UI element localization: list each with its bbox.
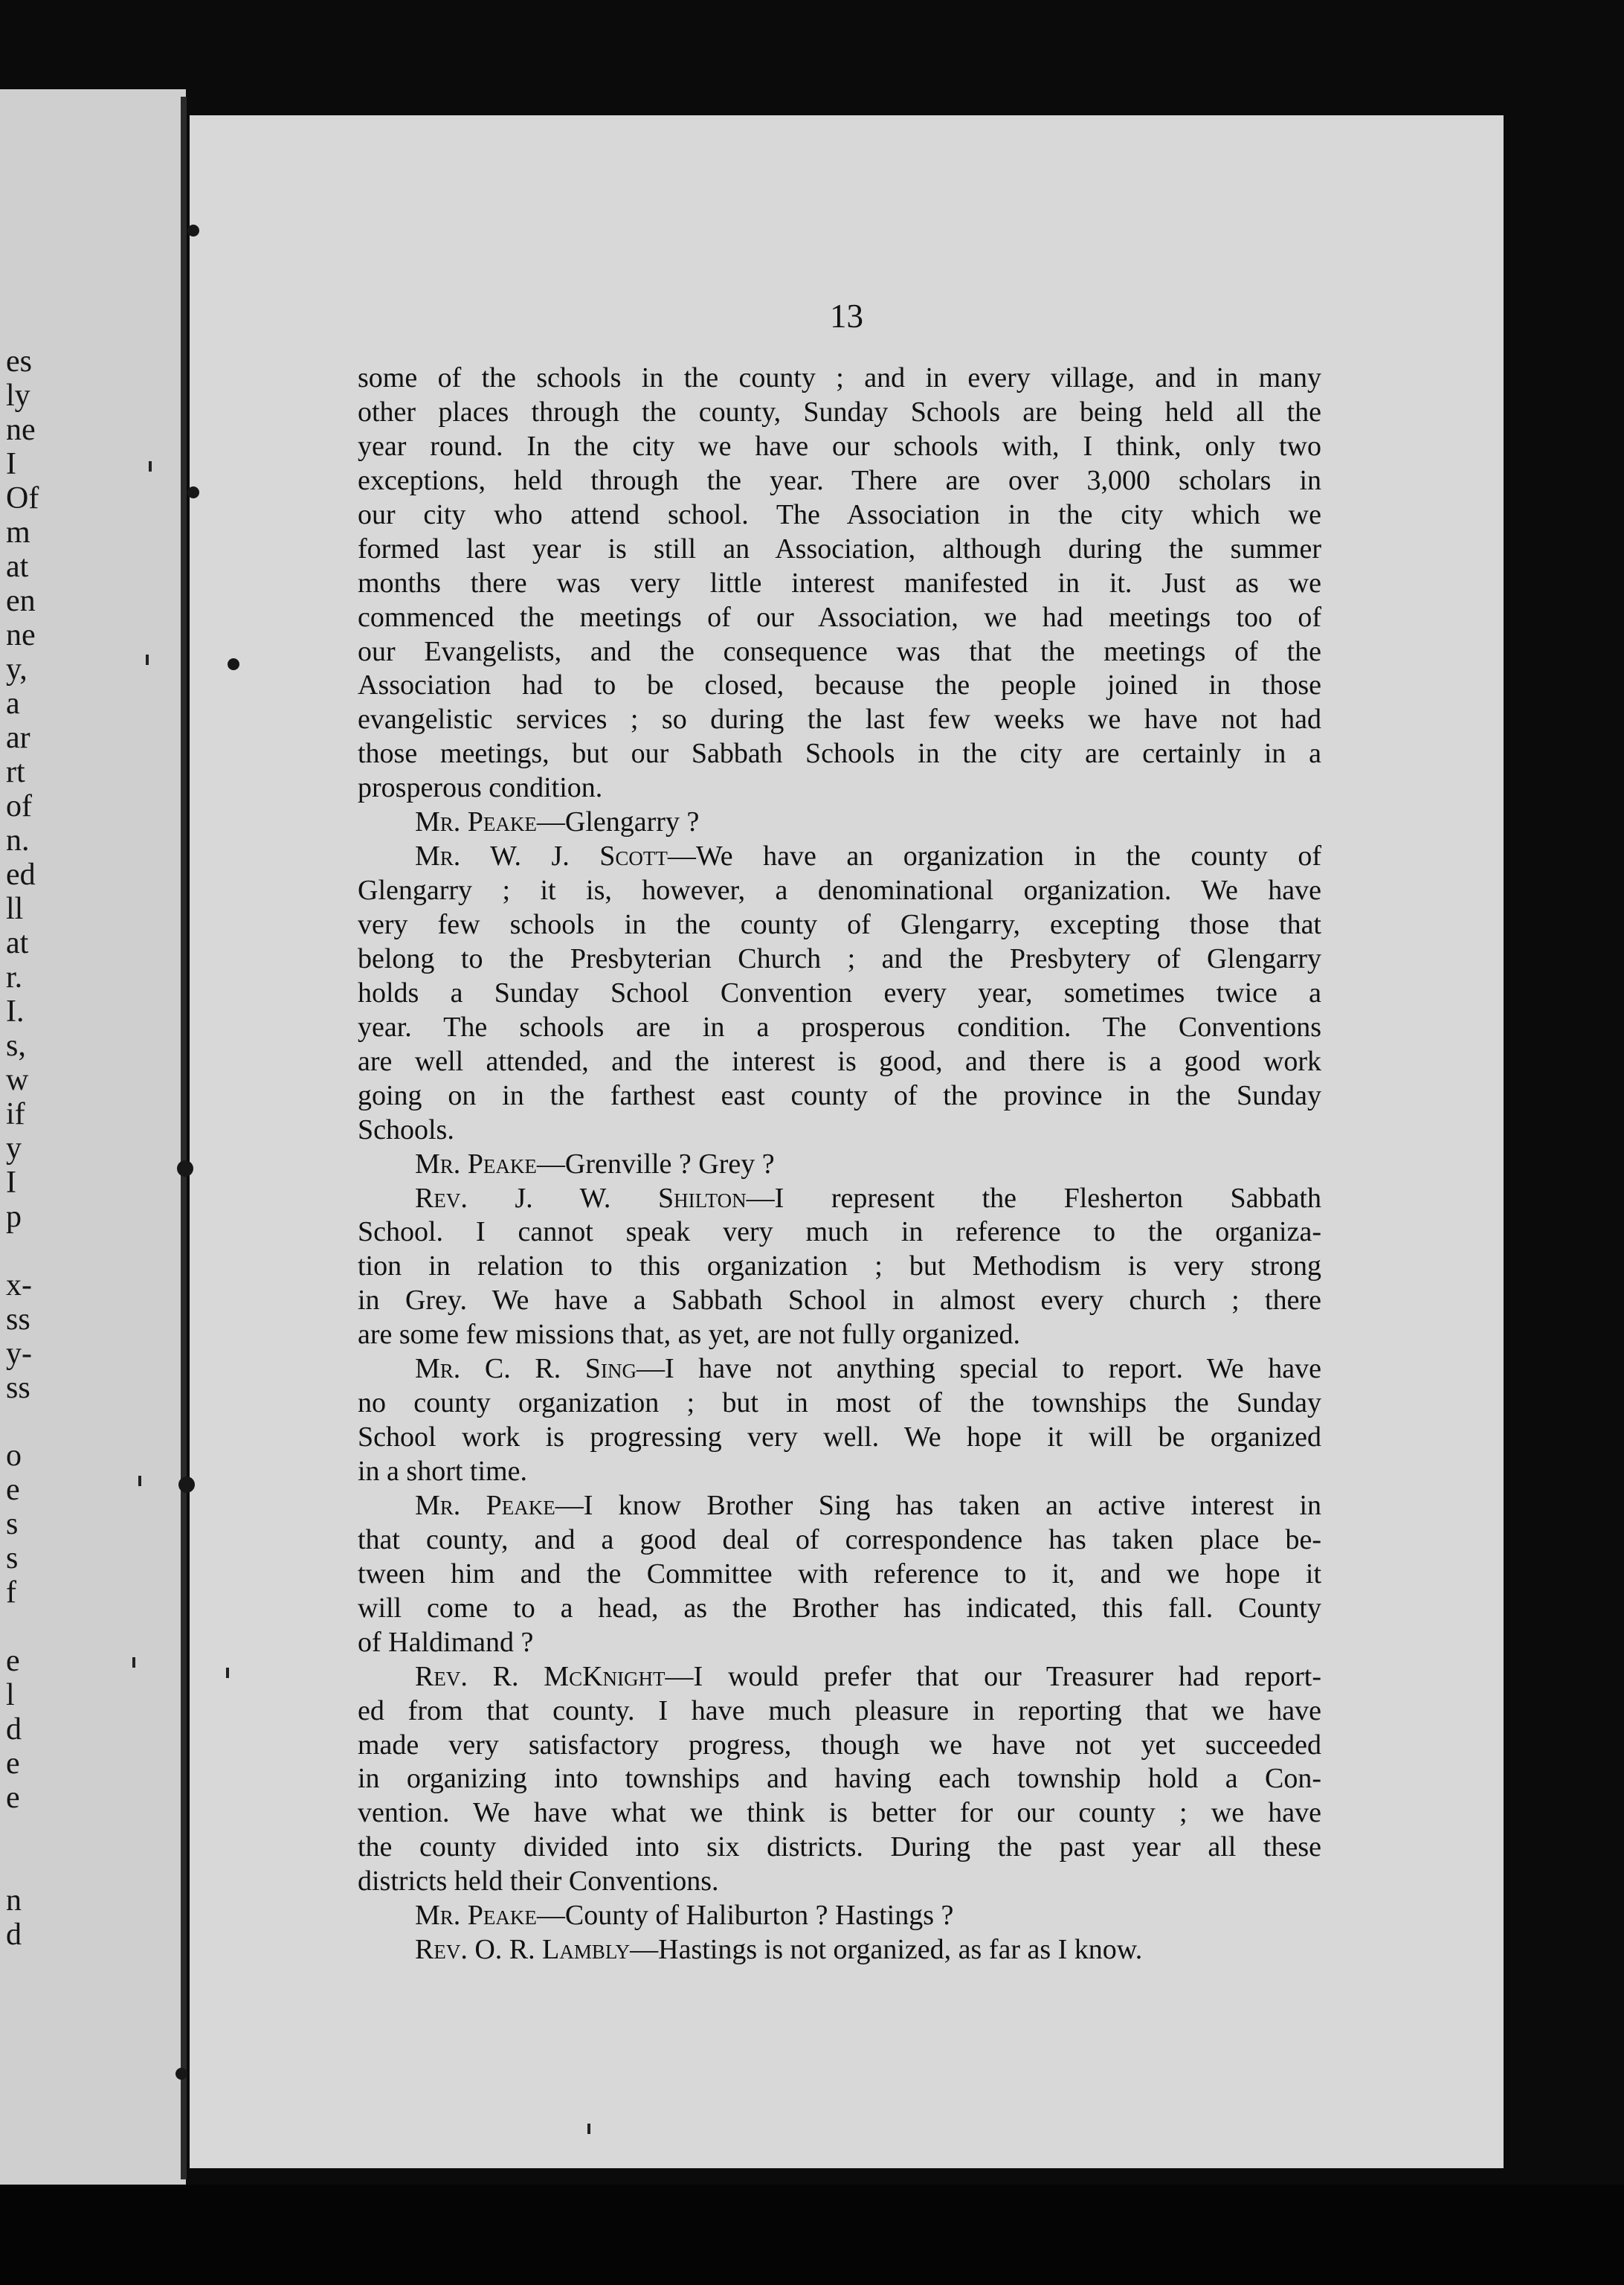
speaker-name: Mr. Peake [415,1148,537,1180]
left-fragment: d [6,1918,22,1952]
left-page-text-strip [6,89,186,2187]
left-fragment: e [6,1746,20,1781]
text-line: belong to the Presbyterian Church ; and the Presbytery of Glengarry [358,942,1321,974]
left-fragment: if [6,1097,25,1131]
binding-hole [187,486,199,498]
binding-hole [228,658,239,670]
text-line: our city who attend school. The Association in the city which we [358,498,1321,530]
text-line: some of the schools in the county ; and in every village, and in many [358,362,1321,393]
text-line: year round. In the city we have our schools with, I think, only two [358,430,1321,462]
left-fragment: a [6,687,20,721]
left-fragment: at [6,926,29,960]
left-fragment: ll [6,892,24,926]
speaker-name: Mr. W. J. Scott [415,841,668,872]
left-fragment: s [6,1507,19,1541]
left-fragment: en [6,584,36,618]
left-fragment: rt [6,755,25,789]
left-fragment: o [6,1439,22,1473]
right-page [190,115,1504,2168]
text-line [358,1489,1321,1523]
text-line: vention. We have what we think is better for our county ; we have [358,1797,1321,1829]
left-fragment: y- [6,1337,32,1371]
text-line: of Haldimand ? [358,1626,534,1658]
speaker-name: Mr. Peake [415,806,537,838]
speech-text: —Grenville ? Grey ? [536,1148,775,1180]
left-fragment: at [6,550,29,584]
text-line: are well attended, and the interest is good, and there is a good work [358,1045,1321,1077]
left-fragment: e [6,1473,20,1507]
text-line [358,1352,1321,1386]
text-line [358,1148,1321,1182]
left-fragment: n. [6,823,30,858]
left-fragment: r. [6,960,23,994]
page-mark [149,461,152,472]
text-line: very few schools in the county of Glengarry, excepting those that [358,909,1321,940]
binding-hole [178,1476,195,1493]
left-fragment: p [6,1200,22,1234]
text-line [358,840,1321,874]
left-fragment: ss [6,1302,30,1337]
page-mark [226,1668,229,1678]
left-fragment: y [6,1131,22,1166]
left-fragment: x- [6,1268,32,1302]
text-line [358,1933,1321,1967]
left-fragment: ne [6,413,36,447]
text-line [358,1182,1321,1216]
text-line: ed from that county. I have much pleasure in reporting that we have [358,1694,1321,1726]
speaker-name: Mr. C. R. Sing [415,1353,637,1385]
scan-bottom-shadow [0,2185,1624,2285]
text-line: those meetings, but our Sabbath Schools in the city are certainly in a [358,738,1321,770]
text-line: in organizing into townships and having each township hold a Con- [358,1763,1321,1795]
left-fragment: w [6,1063,29,1097]
binding-hole [177,1160,193,1177]
text-line: School work is progressing very well. We hope it will be organized [358,1421,1321,1453]
left-fragment: ly [6,379,30,413]
text-line: holds a Sunday School Convention every year, sometimes twice a [358,977,1321,1009]
left-fragment: I [6,447,16,481]
left-fragment: ne [6,618,36,652]
speech-text: —Hastings is not organized, as far as I know. [630,1934,1143,1966]
left-fragment: s [6,1541,19,1575]
text-line: districts held their Conventions. [358,1865,719,1897]
speaker-name: Rev. J. W. Shilton [415,1182,747,1214]
text-line: our Evangelists, and the consequence was that the meetings of the [358,635,1321,667]
left-fragment: es [6,344,32,379]
text-line: no county organization ; but in most of the townships the Sunday [358,1387,1321,1419]
text-line [358,1899,1321,1933]
body-text [358,361,1321,1967]
left-fragment: n [6,1883,22,1918]
speaker-name: Rev. R. McKnight [415,1660,666,1692]
speaker-name: Rev. O. R. Lambly [415,1934,631,1966]
text-line: other places through the county, Sunday Schools are being held all the [358,396,1321,428]
text-line: evangelistic services ; so during the last few weeks we have not had [358,704,1321,736]
text-line: Association had to be closed, because the people joined in those [358,669,1321,701]
text-line: are some few missions that, as yet, are not fully organized. [358,1319,1020,1351]
left-fragment: l [6,1678,15,1712]
left-fragment: of [6,789,32,823]
text-line: in a short time. [358,1456,527,1487]
text-line: School. I cannot speak very much in reference to the organiza- [358,1216,1321,1248]
page-mark [132,1657,135,1668]
speech-text: —Glengarry ? [536,806,700,838]
page-mark [138,1476,141,1486]
page-mark [146,655,149,665]
text-line: months there was very little interest manifested in it. Just as we [358,567,1321,599]
text-line: formed last year is still an Association, although during the summer [358,533,1321,565]
speech-text: —I know Brother Sing has taken an active interest in [555,1489,1322,1521]
left-fragment: e [6,1781,20,1815]
left-fragment: ed [6,858,36,892]
speech-text: —We have an organization in the county of [667,841,1321,872]
text-line: tween him and the Committee with reference to it, and we hope it [358,1558,1321,1590]
page-number: 13 [830,298,863,335]
text-line: tion in relation to this organization ; but Methodism is very strong [358,1250,1321,1282]
binding-hole [187,225,199,237]
left-fragment: e [6,1644,20,1678]
text-line: Schools. [358,1113,454,1145]
left-fragment: f [6,1575,16,1610]
text-line: Glengarry ; it is, however, a denominational organization. We have [358,875,1321,907]
left-fragment: ss [6,1371,30,1405]
left-fragment: s, [6,1029,26,1063]
left-fragment: y, [6,652,28,687]
text-line: the county divided into six districts. During the past year all these [358,1831,1321,1863]
speech-text: —I represent the Flesherton Sabbath [746,1182,1321,1214]
left-fragment: I. [6,994,25,1029]
left-fragment: m [6,515,30,550]
text-line: prosperous condition. [358,772,603,804]
speech-text: —County of Haliburton ? Hastings ? [536,1900,954,1932]
binding-hole [175,2068,187,2080]
speech-text: —I would prefer that our Treasurer had report- [665,1660,1321,1692]
text-line [358,1660,1321,1694]
text-line: year. The schools are in a prosperous condition. The Conventions [358,1011,1321,1043]
binding-gutter [181,97,187,2179]
left-fragment: I [6,1166,16,1200]
text-line [358,806,1321,840]
left-page-fragment [0,89,186,2187]
text-line: will come to a head, as the Brother has indicated, this fall. County [358,1592,1321,1624]
text-line: commenced the meetings of our Association, we had meetings too of [358,601,1321,633]
text-line: that county, and a good deal of correspondence has taken place be- [358,1523,1321,1555]
left-fragment: ar [6,721,30,755]
left-fragment: Of [6,481,39,515]
text-line: exceptions, held through the year. There are over 3,000 scholars in [358,464,1321,496]
page-mark [587,2124,590,2134]
speaker-name: Mr. Peake [415,1900,537,1932]
speaker-name: Mr. Peake [415,1489,555,1521]
text-line: made very satisfactory progress, though we have not yet succeeded [358,1729,1321,1761]
text-line: going on in the farthest east county of the province in the Sunday [358,1079,1321,1111]
text-line: in Grey. We have a Sabbath School in almost every church ; there [358,1285,1321,1317]
left-fragment: d [6,1712,22,1746]
speech-text: —I have not anything special to report. We have [637,1353,1321,1385]
